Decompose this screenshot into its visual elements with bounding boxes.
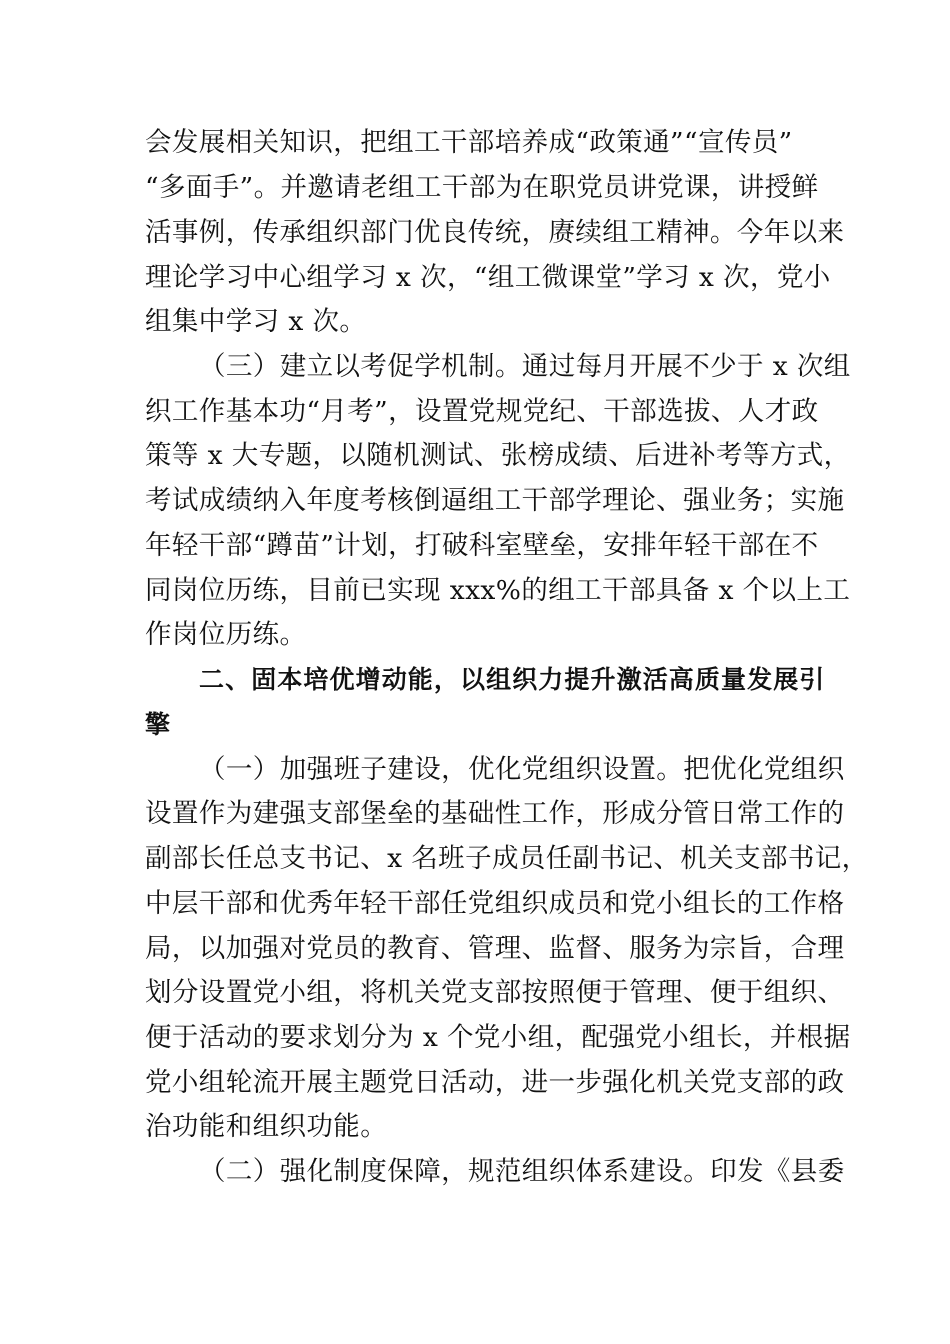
paragraph-start-line: （一）加强班子建设，优化党组织设置。把优化党组织: [199, 754, 845, 785]
body-text-line: 党小组轮流开展主题党日活动，进一步强化机关党支部的政: [145, 1067, 845, 1098]
section-heading-continuation: 擎: [145, 710, 172, 739]
paragraph-start-line: （二）强化制度保障，规范组织体系建设。印发《县委: [199, 1156, 845, 1187]
body-text-line: 策等 x 大专题，以随机测试、张榜成绩、后进补考等方式，: [145, 440, 851, 471]
body-text-line: 中层干部和优秀年轻干部任党组织成员和党小组长的工作格: [145, 888, 845, 919]
body-text-line: 便于活动的要求划分为 x 个党小组，配强党小组长，并根据: [145, 1022, 851, 1053]
body-text-line: 同岗位历练，目前已实现 xxx%的组工干部具备 x 个以上工: [145, 575, 851, 606]
body-text-line: 织工作基本功“月考”，设置党规党纪、干部选拔、人才政: [145, 396, 819, 427]
body-text-line: 考试成绩纳入年度考核倒逼组工干部学理论、强业务；实施: [145, 485, 845, 516]
paragraph-start-line: （三）建立以考促学机制。通过每月开展不少于 x 次组: [199, 351, 851, 382]
body-text-line: 年轻干部“蹲苗”计划，打破科室壁垒，安排年轻干部在不: [145, 530, 819, 561]
body-text-line: 会发展相关知识，把组工干部培养成“政策通”“宣传员”: [145, 127, 793, 158]
section-heading: 二、固本培优增动能，以组织力提升激活高质量发展引: [199, 665, 826, 694]
body-text-line: “多面手”。并邀请老组工干部为在职党员讲党课，讲授鲜: [145, 172, 819, 203]
body-text-line: 理论学习中心组学习 x 次，“组工微课堂”学习 x 次，党小: [145, 262, 831, 293]
body-text-line: 设置作为建强支部堡垒的基础性工作，形成分管日常工作的: [145, 798, 845, 829]
body-text-line: 作岗位历练。: [145, 619, 307, 650]
body-text-line: 组集中学习 x 次。: [145, 306, 367, 337]
body-text-line: 副部长任总支书记、x 名班子成员任副书记、机关支部书记，: [145, 843, 869, 874]
body-text-line: 治功能和组织功能。: [145, 1111, 388, 1142]
body-text-line: 活事例，传承组织部门优良传统，赓续组工精神。今年以来: [145, 217, 845, 248]
body-text-line: 划分设置党小组，将机关党支部按照便于管理、便于组织、: [145, 977, 845, 1008]
body-text-line: 局，以加强对党员的教育、管理、监督、服务为宗旨，合理: [145, 933, 845, 964]
